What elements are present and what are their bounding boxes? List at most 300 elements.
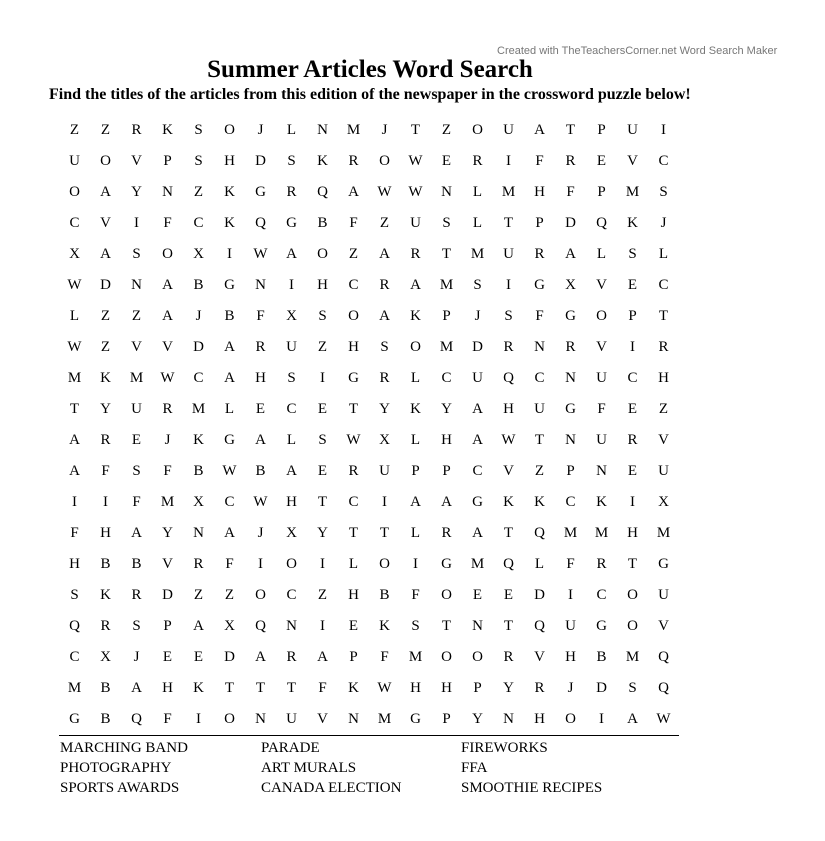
grid-letter: M <box>377 711 392 727</box>
grid-letter: P <box>628 308 637 324</box>
grid-letter: Q <box>317 184 328 200</box>
grid-letter: A <box>348 184 359 200</box>
grid-letter: V <box>317 711 328 727</box>
grid-letter: R <box>100 432 111 448</box>
grid-letter: N <box>131 277 142 293</box>
grid-letter: C <box>441 370 452 386</box>
grid-letter: S <box>628 246 637 262</box>
grid-letter: O <box>627 618 638 634</box>
grid-letter: J <box>133 649 140 665</box>
grid-letter: V <box>100 215 111 231</box>
grid-letter: Z <box>69 122 80 138</box>
grid-letter: O <box>100 153 111 169</box>
word-list-item: PHOTOGRAPHY <box>60 760 172 776</box>
grid-letter: W <box>377 184 392 200</box>
grid-letter: C <box>69 649 80 665</box>
grid-letter: L <box>410 525 421 541</box>
grid-letter: V <box>658 432 669 448</box>
grid-letter: S <box>442 215 451 231</box>
grid-letter: K <box>410 308 421 324</box>
grid-letter: W <box>253 494 268 510</box>
grid-letter: P <box>411 463 420 479</box>
grid-letter: V <box>131 339 142 355</box>
grid-letter: Y <box>503 680 514 696</box>
grid-letter: I <box>320 556 325 572</box>
grid-letter: S <box>132 463 141 479</box>
grid-letter: L <box>286 432 297 448</box>
grid-letter: A <box>131 680 142 696</box>
grid-letter: P <box>566 463 575 479</box>
grid-letter: R <box>565 153 576 169</box>
word-list-item: FFA <box>461 760 488 776</box>
grid-letter: M <box>470 556 485 572</box>
grid-letter: N <box>596 463 607 479</box>
grid-letter: W <box>67 339 82 355</box>
grid-letter: B <box>100 556 111 572</box>
grid-letter: R <box>379 277 390 293</box>
grid-letter: G <box>410 711 421 727</box>
grid-letter: Z <box>441 122 452 138</box>
grid-letter: Q <box>131 711 142 727</box>
grid-letter: Q <box>255 215 266 231</box>
grid-letter: R <box>596 556 607 572</box>
grid-letter: A <box>131 525 142 541</box>
word-list <box>60 738 680 798</box>
grid-letter: K <box>596 494 607 510</box>
letter-grid <box>59 115 679 735</box>
grid-letter: Y <box>317 525 328 541</box>
grid-letter: A <box>379 308 390 324</box>
grid-letter: U <box>131 401 142 417</box>
grid-letter: C <box>658 277 669 293</box>
grid-letter: K <box>224 215 235 231</box>
grid-letter: E <box>317 463 328 479</box>
grid-letter: R <box>348 463 359 479</box>
grid-letter: H <box>348 587 359 603</box>
grid-letter: N <box>565 432 576 448</box>
grid-letter: K <box>379 618 390 634</box>
grid-letter: A <box>255 649 266 665</box>
grid-letter: E <box>627 277 638 293</box>
grid-letter: Z <box>379 215 390 231</box>
grid-letter: F <box>566 556 575 572</box>
grid-letter: P <box>473 680 482 696</box>
grid-letter: Q <box>255 618 266 634</box>
grid-letter: G <box>534 277 545 293</box>
grid-letter: U <box>286 339 297 355</box>
grid-letter: G <box>286 215 297 231</box>
grid-letter: Q <box>658 649 669 665</box>
grid-letter: B <box>131 556 142 572</box>
grid-letter: L <box>534 556 545 572</box>
grid-letter: A <box>534 122 545 138</box>
grid-letter: K <box>503 494 514 510</box>
grid-letter: Q <box>503 370 514 386</box>
grid-letter: B <box>224 308 235 324</box>
grid-letter: S <box>70 587 79 603</box>
grid-letter: N <box>534 339 545 355</box>
grid-letter: F <box>597 401 606 417</box>
grid-letter: T <box>441 246 452 262</box>
grid-letter: M <box>346 122 361 138</box>
grid-letter: K <box>100 370 111 386</box>
grid-letter: C <box>627 370 638 386</box>
grid-letter: N <box>441 184 452 200</box>
grid-letter: O <box>472 649 483 665</box>
grid-letter: H <box>534 711 545 727</box>
grid-letter: P <box>535 215 544 231</box>
grid-letter: M <box>129 370 144 386</box>
grid-letter: L <box>224 401 235 417</box>
grid-letter: A <box>565 246 576 262</box>
grid-letter: A <box>255 432 266 448</box>
grid-letter: H <box>317 277 328 293</box>
grid-letter: K <box>348 680 359 696</box>
grid-letter: A <box>100 246 111 262</box>
grid-letter: X <box>100 649 111 665</box>
grid-letter: J <box>567 680 574 696</box>
grid-letter: V <box>162 556 173 572</box>
grid-letter: X <box>224 618 235 634</box>
grid-letter: F <box>535 308 544 324</box>
grid-letter: Q <box>596 215 607 231</box>
grid-letter: H <box>441 432 452 448</box>
grid-letter: P <box>349 649 358 665</box>
grid-letter: P <box>163 153 172 169</box>
grid-letter: A <box>100 184 111 200</box>
grid-letter: W <box>253 246 268 262</box>
grid-letter: S <box>194 153 203 169</box>
grid-letter: J <box>474 308 481 324</box>
grid-letter: K <box>193 680 204 696</box>
grid-letter: I <box>413 556 418 572</box>
grid-letter: I <box>134 215 139 231</box>
grid-letter: M <box>625 649 640 665</box>
grid-letter: M <box>594 525 609 541</box>
grid-letter: A <box>472 525 483 541</box>
grid-letter: F <box>535 153 544 169</box>
grid-letter: Z <box>193 184 204 200</box>
grid-letter: D <box>534 587 545 603</box>
grid-letter: O <box>224 711 235 727</box>
grid-letter: H <box>565 649 576 665</box>
grid-letter: S <box>194 122 203 138</box>
grid-letter: F <box>132 494 141 510</box>
grid-letter: P <box>597 184 606 200</box>
grid-letter: L <box>286 122 297 138</box>
grid-letter: X <box>379 432 390 448</box>
word-list-item: PARADE <box>261 740 320 756</box>
grid-letter: F <box>163 215 172 231</box>
grid-letter: L <box>410 370 421 386</box>
grid-letter: A <box>627 711 638 727</box>
grid-letter: J <box>164 432 171 448</box>
grid-letter: A <box>224 370 235 386</box>
grid-letter: Y <box>441 401 452 417</box>
grid-letter: S <box>132 618 141 634</box>
grid-letter: L <box>658 246 669 262</box>
grid-letter: L <box>69 308 80 324</box>
grid-letter: B <box>596 649 607 665</box>
grid-letter: X <box>286 308 297 324</box>
grid-letter: S <box>659 184 668 200</box>
grid-letter: Z <box>193 587 204 603</box>
grid-letter: Z <box>317 587 328 603</box>
grid-letter: D <box>472 339 483 355</box>
grid-letter: S <box>473 277 482 293</box>
grid-letter: U <box>69 153 80 169</box>
grid-letter: G <box>224 432 235 448</box>
grid-letter: L <box>472 215 483 231</box>
grid-letter: Z <box>131 308 142 324</box>
grid-letter: X <box>193 246 204 262</box>
grid-letter: A <box>410 277 421 293</box>
grid-letter: G <box>348 370 359 386</box>
word-list-item: FIREWORKS <box>461 740 548 756</box>
grid-letter: A <box>441 494 452 510</box>
grid-letter: K <box>162 122 173 138</box>
grid-letter: X <box>286 525 297 541</box>
grid-letter: U <box>596 432 607 448</box>
grid-letter: C <box>193 215 204 231</box>
page-title: Summer Articles Word Search <box>207 56 533 83</box>
grid-letter: V <box>658 618 669 634</box>
grid-letter: O <box>410 339 421 355</box>
grid-letter: D <box>255 153 266 169</box>
grid-letter: E <box>317 401 328 417</box>
grid-letter: R <box>348 153 359 169</box>
grid-letter: I <box>72 494 77 510</box>
grid-letter: M <box>625 184 640 200</box>
grid-letter: Y <box>472 711 483 727</box>
grid-letter: T <box>348 401 359 417</box>
grid-letter: N <box>472 618 483 634</box>
grid-letter: M <box>191 401 206 417</box>
grid-letter: C <box>286 587 297 603</box>
grid-letter: S <box>287 370 296 386</box>
grid-letter: J <box>660 215 667 231</box>
grid-letter: L <box>596 246 607 262</box>
grid-letter: M <box>67 370 82 386</box>
grid-letter: H <box>100 525 111 541</box>
grid-letter: Z <box>317 339 328 355</box>
grid-letter: W <box>408 184 423 200</box>
grid-letter: L <box>348 556 359 572</box>
grid-letter: P <box>597 122 606 138</box>
grid-letter: U <box>379 463 390 479</box>
grid-letter: S <box>628 680 637 696</box>
grid-letter: J <box>257 122 264 138</box>
grid-letter: E <box>627 463 638 479</box>
grid-letter: H <box>658 370 669 386</box>
grid-letter: A <box>472 401 483 417</box>
grid-letter: I <box>382 494 387 510</box>
grid-letter: T <box>379 525 390 541</box>
grid-letter: H <box>224 153 235 169</box>
grid-letter: O <box>596 308 607 324</box>
grid-letter: B <box>100 711 111 727</box>
grid-letter: D <box>193 339 204 355</box>
grid-letter: V <box>596 339 607 355</box>
maker-credit: Created with TheTeachersCorner.net Word Search Maker <box>497 45 778 57</box>
grid-letter: C <box>286 401 297 417</box>
grid-letter: A <box>286 246 297 262</box>
grid-letter: R <box>503 649 514 665</box>
grid-letter: J <box>257 525 264 541</box>
grid-letter: H <box>410 680 421 696</box>
grid-letter: Z <box>224 587 235 603</box>
grid-letter: Y <box>100 401 111 417</box>
grid-letter: J <box>195 308 202 324</box>
grid-letter: I <box>506 153 511 169</box>
grid-letter: Q <box>534 525 545 541</box>
grid-letter: T <box>503 618 514 634</box>
grid-letter: V <box>596 277 607 293</box>
grid-letter: N <box>162 184 173 200</box>
word-list-item: MARCHING BAND <box>60 740 188 756</box>
grid-letter: K <box>193 432 204 448</box>
grid-letter: B <box>255 463 266 479</box>
grid-letter: E <box>348 618 359 634</box>
grid-letter: Z <box>534 463 545 479</box>
grid-letter: J <box>381 122 388 138</box>
grid-letter: R <box>534 246 545 262</box>
grid-letter: I <box>196 711 201 727</box>
grid-letter: R <box>379 370 390 386</box>
grid-letter: A <box>162 308 173 324</box>
grid-letter: L <box>472 184 483 200</box>
grid-letter: Y <box>379 401 390 417</box>
grid-letter: M <box>501 184 516 200</box>
grid-letter: E <box>441 153 452 169</box>
grid-letter: N <box>193 525 204 541</box>
grid-letter: N <box>503 711 514 727</box>
grid-letter: O <box>379 556 390 572</box>
grid-letter: A <box>472 432 483 448</box>
grid-letter: X <box>69 246 80 262</box>
grid-letter: G <box>69 711 80 727</box>
grid-letter: Y <box>131 184 142 200</box>
grid-letter: R <box>162 401 173 417</box>
grid-letter: C <box>534 370 545 386</box>
grid-letter: F <box>225 556 234 572</box>
grid-letter: H <box>69 556 80 572</box>
grid-letter: P <box>442 711 451 727</box>
grid-letter: K <box>534 494 545 510</box>
grid-letter: I <box>630 339 635 355</box>
grid-letter: G <box>224 277 235 293</box>
grid-letter: B <box>100 680 111 696</box>
grid-letter: W <box>222 463 237 479</box>
grid-letter: K <box>100 587 111 603</box>
grid-letter: C <box>658 153 669 169</box>
grid-letter: P <box>442 308 451 324</box>
grid-letter: F <box>70 525 79 541</box>
grid-letter: Q <box>69 618 80 634</box>
word-list-item: SPORTS AWARDS <box>60 780 180 796</box>
grid-letter: O <box>472 122 483 138</box>
grid-letter: D <box>565 215 576 231</box>
grid-letter: U <box>503 122 514 138</box>
grid-letter: U <box>472 370 483 386</box>
grid-letter: T <box>503 525 514 541</box>
grid-letter: D <box>100 277 111 293</box>
grid-letter: F <box>163 463 172 479</box>
grid-letter: T <box>69 401 80 417</box>
grid-letter: T <box>534 432 545 448</box>
grid-letter: A <box>193 618 204 634</box>
grid-letter: G <box>596 618 607 634</box>
grid-letter: H <box>255 370 266 386</box>
grid-letter: Y <box>162 525 173 541</box>
word-list-item: SMOOTHIE RECIPES <box>461 780 603 796</box>
grid-letter: V <box>503 463 514 479</box>
grid-letter: I <box>630 494 635 510</box>
grid-letter: C <box>348 277 359 293</box>
grid-letter: A <box>69 463 80 479</box>
grid-letter: R <box>131 122 142 138</box>
grid-letter: O <box>162 246 173 262</box>
grid-letter: C <box>69 215 80 231</box>
grid-letter: R <box>255 339 266 355</box>
word-list-item: CANADA ELECTION <box>261 780 402 796</box>
word-list-item: ART MURALS <box>261 760 357 776</box>
grid-letter: M <box>656 525 671 541</box>
grid-letter: F <box>380 649 389 665</box>
grid-letter: F <box>101 463 110 479</box>
grid-letter: R <box>441 525 452 541</box>
grid-letter: T <box>348 525 359 541</box>
grid-letter: K <box>410 401 421 417</box>
grid-letter: H <box>441 680 452 696</box>
grid-letter: A <box>410 494 421 510</box>
grid-letter: N <box>286 618 297 634</box>
grid-letter: R <box>410 246 421 262</box>
grid-letter: C <box>472 463 483 479</box>
grid-letter: B <box>379 587 390 603</box>
grid-letter: T <box>255 680 266 696</box>
grid-letter: E <box>255 401 266 417</box>
grid-letter: T <box>503 215 514 231</box>
grid-letter: A <box>69 432 80 448</box>
grid-letter: R <box>658 339 669 355</box>
grid-letter: T <box>224 680 235 696</box>
grid-letter: S <box>132 246 141 262</box>
grid-letter: T <box>317 494 328 510</box>
grid-letter: D <box>596 680 607 696</box>
grid-letter: X <box>565 277 576 293</box>
grid-letter: H <box>503 401 514 417</box>
grid-letter: S <box>318 308 327 324</box>
grid-letter: L <box>410 432 421 448</box>
grid-letter: D <box>162 587 173 603</box>
grid-letter: I <box>568 587 573 603</box>
grid-letter: I <box>289 277 294 293</box>
grid-letter: W <box>408 153 423 169</box>
grid-letter: E <box>162 649 173 665</box>
grid-letter: I <box>506 277 511 293</box>
grid-letter: R <box>565 339 576 355</box>
grid-letter: B <box>317 215 328 231</box>
grid-letter: V <box>162 339 173 355</box>
grid-letter: C <box>348 494 359 510</box>
grid-letter: I <box>599 711 604 727</box>
grid-letter: Q <box>534 618 545 634</box>
grid-letter: H <box>534 184 545 200</box>
grid-letter: P <box>163 618 172 634</box>
grid-letter: U <box>503 246 514 262</box>
grid-letter: N <box>565 370 576 386</box>
